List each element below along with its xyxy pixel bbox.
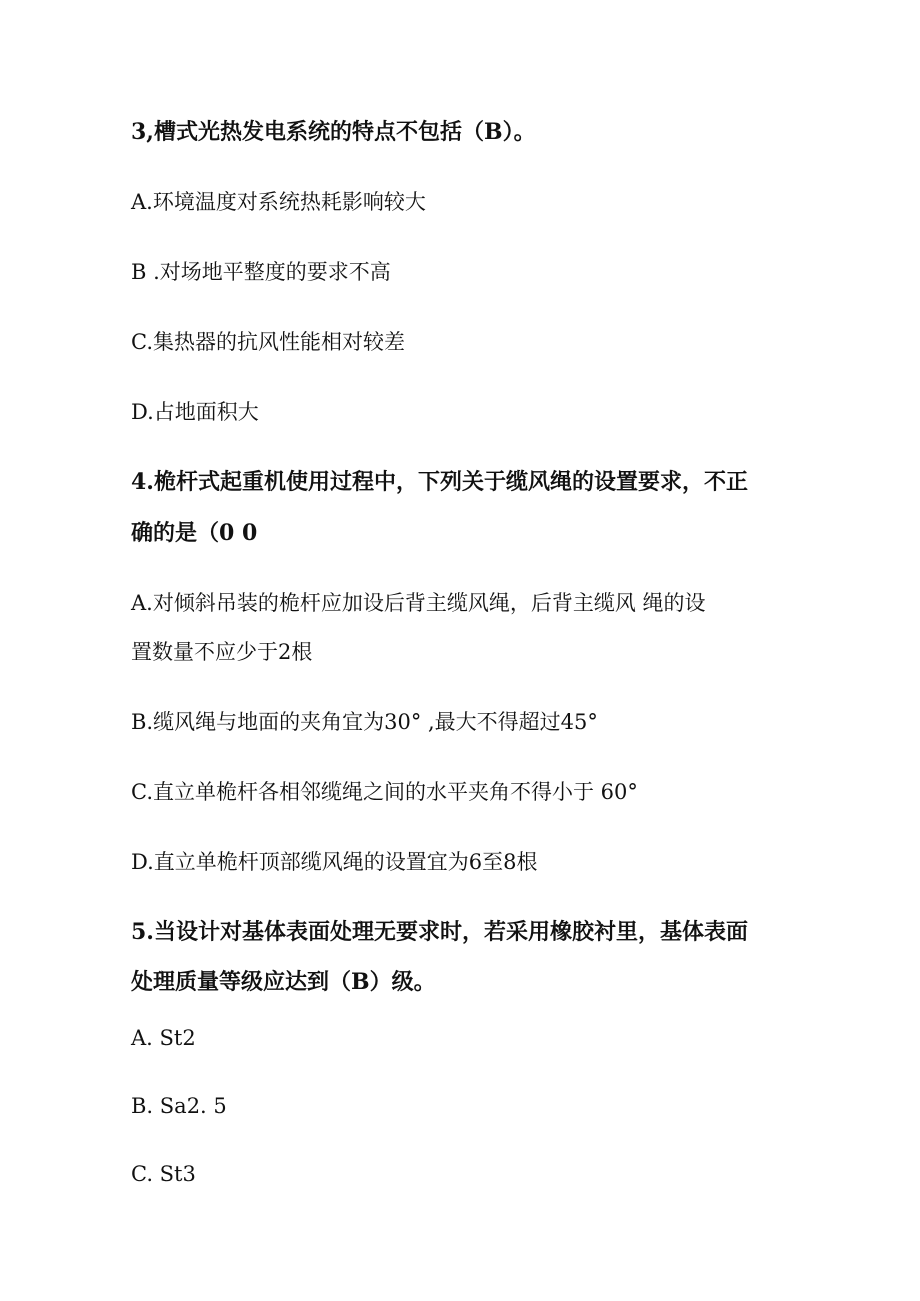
question-4-option-a-line-2: 置数量不应少于2根: [131, 640, 313, 664]
question-5-option-b: B. Sa2. 5: [131, 1094, 227, 1118]
question-4-option-a-line-1: A.对倾斜吊装的桅杆应加设后背主缆风绳，后背主缆风 绳的设: [131, 591, 706, 615]
question-4-text-line-2: 确的是（0 0: [131, 520, 258, 546]
question-3-text: 3,槽式光热发电系统的特点不包括（B）。: [131, 119, 536, 145]
question-5-option-c: C. St3: [131, 1162, 196, 1186]
question-3-option-d: D.占地面积大: [131, 400, 259, 424]
question-4-option-d: D.直立单桅杆顶部缆风绳的设置宜为6至8根: [131, 850, 538, 874]
question-5-text-line-1: 5.当设计对基体表面处理无要求时，若采用橡胶衬里，基体表面: [131, 919, 748, 945]
question-4-text-line-1: 4.桅杆式起重机使用过程中，下列关于缆风绳的设置要求，不正: [131, 469, 748, 495]
question-4-option-b: B.缆风绳与地面的夹角宜为30° ,最大不得超过45°: [131, 710, 598, 734]
question-3-option-b: B .对场地平整度的要求不高: [131, 260, 391, 284]
question-3-option-c: C.集热器的抗风性能相对较差: [131, 330, 405, 354]
question-3-option-a: A.环境温度对系统热耗影响较大: [131, 190, 426, 214]
question-4-option-c: C.直立单桅杆各相邻缆绳之间的水平夹角不得小于 60°: [131, 780, 638, 804]
question-5-text-line-2: 处理质量等级应达到（B）级。: [131, 969, 436, 995]
question-5-option-a: A. St2: [131, 1026, 196, 1050]
